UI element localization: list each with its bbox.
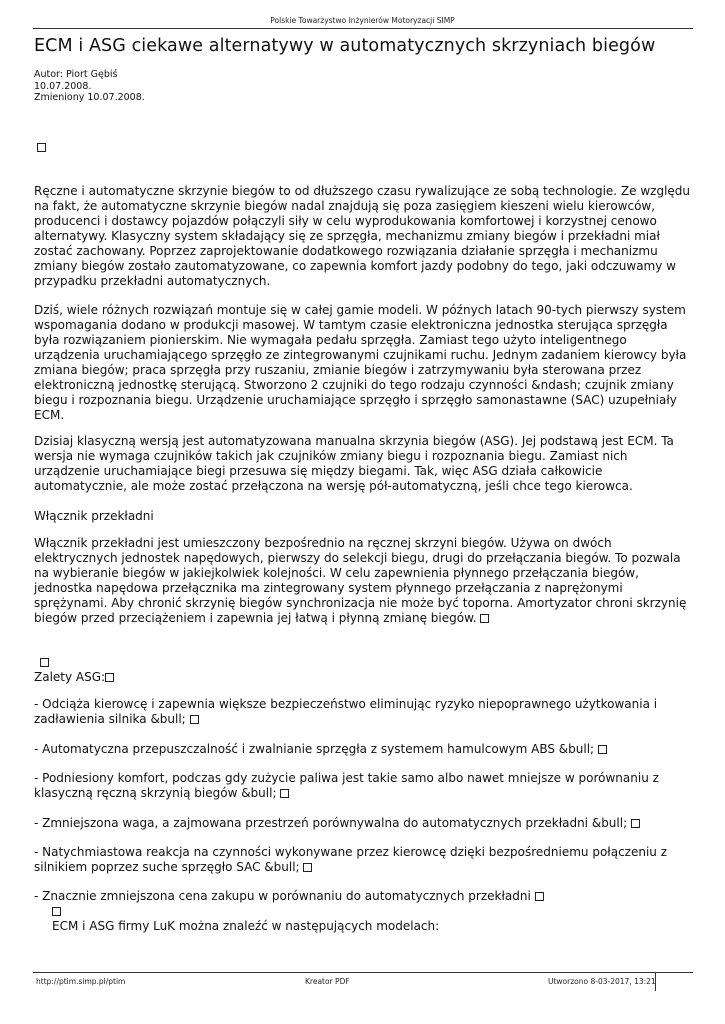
missing-image-icon bbox=[52, 907, 61, 916]
missing-image-icon bbox=[631, 819, 640, 828]
paragraph-3: Dzisiaj klasyczną wersją jest automatyzowana manualna skrzynia biegów (ASG). Jej podstawą jest ECM. Ta wersja nie wymaga czujników takich jak czujników zmiany biegu i rozpoznania biegu. Zamiast nich urządzenie uruchamiające biegi przesuwa się między biegami. Tak, więc ASG działa całkowicie automatycznie, ale może zostać przełączona na wersję pół-automatyczną, jeśli chce tego kierowca. bbox=[34, 434, 674, 493]
advantage-item: - Podniesiony komfort, podczas gdy zużycie paliwa jest takie samo albo nawet mniejsze w porównaniu z klasyczną ręczną skrzynią biegów &bull; bbox=[34, 771, 659, 800]
missing-image-icon bbox=[280, 789, 289, 798]
missing-image-icon bbox=[105, 673, 114, 682]
article-meta bbox=[34, 69, 145, 104]
missing-image-icon bbox=[40, 658, 49, 667]
footer-generator: Kreator PDF bbox=[305, 977, 350, 986]
advantage-item: - Zmniejszona waga, a zajmowana przestrzeń porównywalna do automatycznych przekładni &bull; bbox=[34, 816, 696, 831]
header-divider bbox=[33, 28, 693, 29]
section-heading: Włącznik przekładni bbox=[34, 509, 154, 523]
advantages-heading: Zalety ASG: bbox=[34, 670, 696, 685]
article-date: 10.07.2008. bbox=[34, 80, 92, 92]
missing-image-icon bbox=[303, 863, 312, 872]
missing-image-icon bbox=[598, 745, 607, 754]
article-author: Autor: Piort Gębiś bbox=[34, 69, 118, 80]
missing-image-icon bbox=[535, 892, 544, 901]
article-modified: Zmieniony 10.07.2008. bbox=[34, 92, 145, 103]
page-header: Polskie Towarzystwo Inżynierów Motoryzacji SIMP bbox=[270, 16, 455, 25]
missing-image-icon bbox=[480, 614, 489, 623]
footer-divider bbox=[33, 972, 693, 973]
paragraph-4-text: Włącznik przekładni jest umieszczony bezpośrednio na ręcznej skrzyni biegów. Używa on dwóch elektrycznych jednostek napędowych, pierwszy do selekcji biegu, drugi do przełączania biegów. To pozwala na wybieranie biegów w jakiejkolwiek kolejności. W celu zapewnienia płynnego przełączania biegów, jednostka napędowa przełącznika ma zintegrowany system płynnego przełączania z naprężonymi sprężynami. Aby chronić skrzynię biegów synchronizacja nie może być toporna. Amortyzator chroni skrzynię biegów przed przeciążeniem i zapewnia jej łatwą i płynną zmianę biegów. bbox=[34, 536, 687, 625]
advantage-item: - Automatyczna przepuszczalność i zwalnianie sprzęgła z systemem hamulcowym ABS &bull; bbox=[34, 742, 696, 757]
advantage-item: - Odciąża kierowcę i zapewnia większe bezpieczeństwo eliminując ryzyko niepoprawnego użytkowania i zadławienia silnika &bull; bbox=[34, 697, 658, 726]
closing-line: ECM i ASG firmy LuK można znaleźć w następujących modelach: bbox=[52, 919, 440, 933]
advantage-item: - Natychmiastowa reakcja na czynności wykonywane przez kierowcę dzięki bezpośredniemu połączeniu z silnikiem poprzez suche sprzęgło SAC &bull; bbox=[34, 845, 668, 874]
paragraph-1: Ręczne i automatyczne skrzynie biegów to od dłuższego czasu rywalizujące ze sobą technologie. Ze względu na fakt, że automatyczne skrzynie biegów nadal znajdują się poza zasięgiem kieszeni wielu kierowców, producenci i dostawcy pojazdów połączyli siły w celu wyprodukowania komfortowej i korzystnej cenowo alternatywy. Klasyczny system składający się ze sprzęgła, mechanizmu zmiany biegów i przekładni miał zostać zachowany. Poprzez zaprojektowanie dodatkowego rozwiązania działanie sprzęgła i mechanizmu zmiany biegów zostało zautomatyzowane, co zapewnia komfort jazdy podobny do tego, jaki odczuwamy w przypadku przekładni automatycznych. bbox=[34, 184, 691, 288]
missing-image-icon bbox=[190, 715, 199, 724]
footer-url[interactable]: http://ptim.simp.pl/ptim bbox=[36, 977, 126, 986]
paragraph-4 bbox=[34, 536, 696, 626]
advantage-item: - Znacznie zmniejszona cena zakupu w porównaniu do automatycznych przekładni bbox=[34, 889, 696, 904]
article-title: ECM i ASG ciekawe alternatywy w automatycznych skrzyniach biegów bbox=[34, 36, 656, 56]
footer-created: Utworzono 8-03-2017, 13:21 bbox=[548, 977, 656, 986]
missing-image-icon bbox=[37, 143, 46, 152]
paragraph-2: Dziś, wiele różnych rozwiązań montuje się w całej gamie modeli. W późnych latach 90-tych pierwszy system wspomagania dodano w produkcji masowej. W tamtym czasie elektroniczna jednostka sterująca sprzęgła była rozwiązaniem pionierskim. Nie wymagała pedału sprzęgła. Zamiast tego użyto inteligentnego urządzenia uruchamiającego sprzęgło ze zintegrowanymi czujnikami ruchu. Jednym zadaniem kierowcy była zmiana biegów; praca sprzęgła przy ruszaniu, zmianie biegów i zatrzymywaniu była sterowana przez elektroniczną jednostkę sterującą. Stworzono 2 czujniki do tego rodzaju czynności &ndash; czujnik zmiany biegu i rozpoznania biegu. Urządzenie uruchamiające sprzęgło i sprzęgło samonastawne (SAC) uzupełniały ECM. bbox=[34, 303, 687, 422]
